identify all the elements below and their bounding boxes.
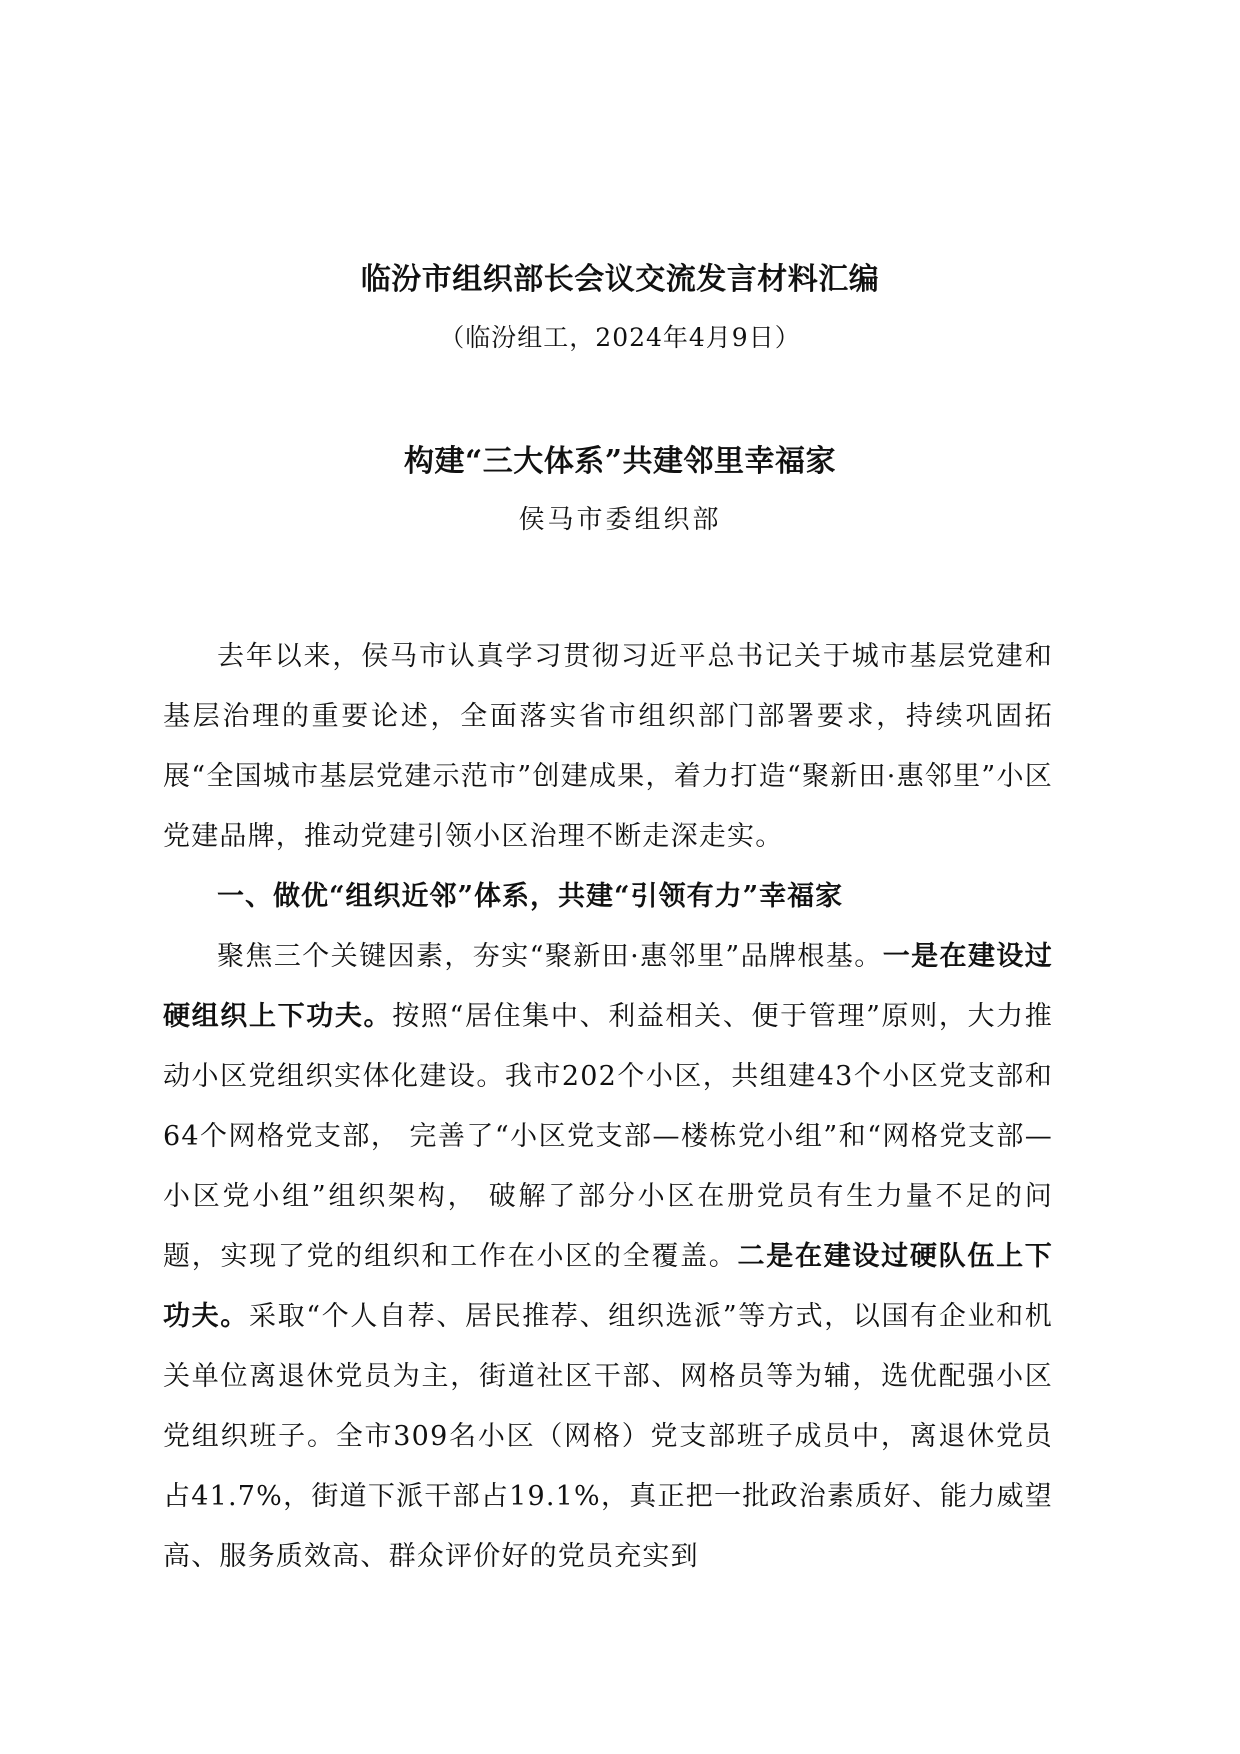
- section-paragraph: [163, 927, 1053, 1587]
- compilation-title: 临汾市组织部长会议交流发言材料汇编: [360, 262, 880, 297]
- point-text: 采取“个人自荐、居民推荐、组织选派”等方式，以国有企业和机关单位离退休党员为主，街道社区干部、网格员等为辅，选优配强小区党组织班子。全市309名小区（网格）党支部班子成员中，离退休党员占41.7%，街道下派干部占19.1%，真正把一批政治素质好、能力威望高、服务质效高、群众评价好的党员充实到: [163, 1301, 1054, 1572]
- intro-paragraph: 去年以来，侯马市认真学习贯彻习近平总书记关于城市基层党建和基层治理的重要论述，全面落实省市组织部门部署要求，持续巩固拓展“全国城市基层党建示范市”创建成果，着力打造“聚新田·惠邻里”小区党建品牌，推动党建引领小区治理不断走深走实。: [163, 641, 1053, 852]
- compilation-subtitle: （临汾组工，2024年4月9日）: [439, 323, 801, 352]
- article-body: [163, 627, 1053, 1587]
- article-author: 侯马市委组织部: [518, 505, 722, 535]
- section-heading: 一、做优“组织近邻”体系，共建“引领有力”幸福家: [217, 881, 844, 912]
- section-lead: 聚焦三个关键因素，夯实“聚新田·惠邻里”品牌根基。: [217, 941, 883, 972]
- point-heading: 二是在建设过硬队伍上下功夫。: [163, 1241, 1053, 1332]
- article-title: 构建“三大体系”共建邻里幸福家: [403, 444, 836, 479]
- point-text: 按照“居住集中、利益相关、便于管理”原则，大力推动小区党组织实体化建设。我市202个小区，共组建43个小区党支部和64个网格党支部， 完善了“小区党支部—楼栋党小组”和“网格党支部—小区党小组”组织架构， 破解了部分小区在册党员有生力量不足的问题，实现了党的组织和工作在小区的全覆盖。: [163, 1001, 1053, 1272]
- point-heading: 一是在建设过硬组织上下功夫。: [163, 941, 1053, 1032]
